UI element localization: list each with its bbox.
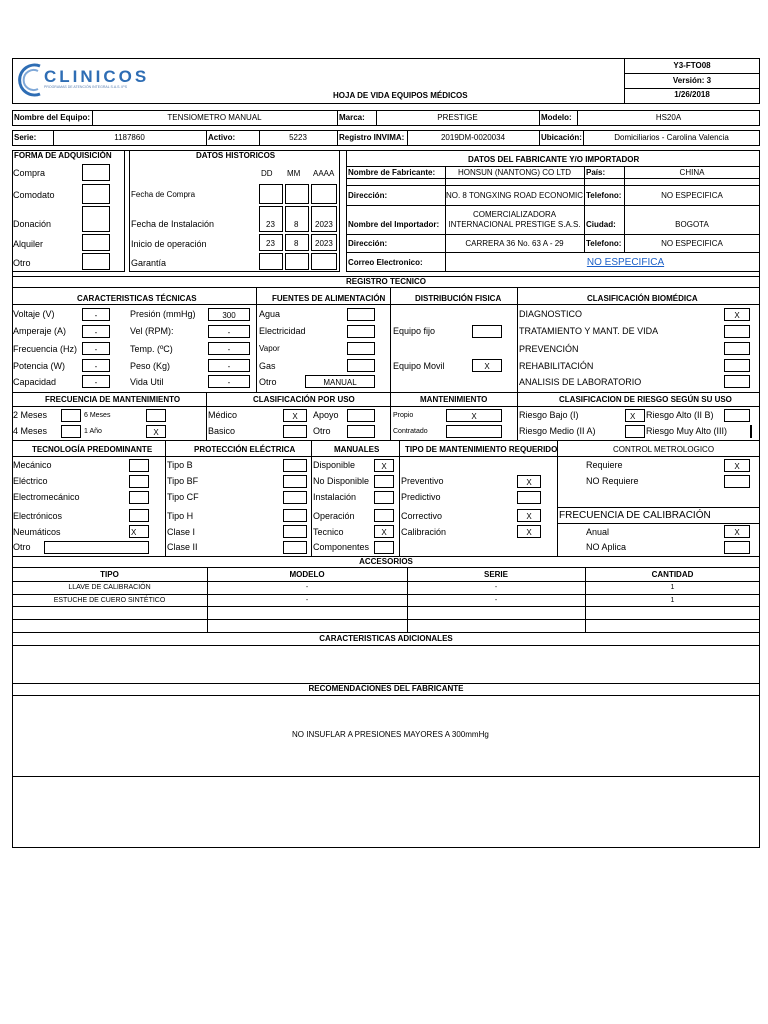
uso-otro-check[interactable] — [347, 425, 375, 438]
tec-voltaje: Voltaje (V) — [13, 309, 55, 319]
hist-mm: MM — [287, 169, 301, 178]
compra-mm[interactable] — [285, 184, 309, 204]
tec-frecuencia: Frecuencia (Hz) — [13, 344, 78, 354]
fab-dir2-label: Dirección: — [348, 239, 388, 248]
ubicacion-value: Domiciliarios - Carolina Valencia — [614, 133, 729, 142]
bio-tratamiento: TRATAMIENTO Y MANT. DE VIDA — [519, 326, 659, 336]
inst-dd[interactable]: 23 — [259, 206, 283, 232]
fuente-vapor: Vapor — [259, 344, 280, 353]
prot-tipocf: Tipo CF — [167, 492, 199, 502]
adq-comodato: Comodato — [13, 190, 55, 200]
prot-clase1-check[interactable] — [283, 525, 307, 538]
met-noaplica-check[interactable] — [724, 541, 750, 554]
form-version: Versión: 3 — [672, 76, 712, 85]
tec-vel: Vel (RPM): — [130, 326, 174, 336]
hist-compra: Fecha de Compra — [131, 190, 196, 199]
ini-mm[interactable]: 8 — [285, 234, 309, 251]
tm-predictivo-check[interactable] — [517, 491, 541, 504]
uso-apoyo: Apoyo — [313, 410, 339, 420]
bio-rehabilitacion: REHABILITACIÓN — [519, 361, 594, 371]
bio-laboratorio-check[interactable] — [724, 375, 750, 388]
tecno-mecanico: Mecánico — [13, 460, 52, 470]
invima-value: 2019DM-0020034 — [440, 133, 506, 142]
fab-pais-label: País: — [586, 168, 606, 177]
tipomant-title: TIPO DE MANTENIMIENTO REQUERIDO — [405, 445, 558, 454]
tec-vel-val[interactable]: - — [208, 325, 250, 338]
uso-apoyo-check[interactable] — [347, 409, 375, 422]
prot-tipob: Tipo B — [167, 460, 193, 470]
man-operacion: Operación — [313, 511, 355, 521]
riesgo-bajo: Riesgo Bajo (I) — [519, 410, 579, 420]
riesgo-title: CLASIFICACION DE RIESGO SEGÚN SU USO — [559, 395, 732, 404]
fm-6meses-check[interactable] — [146, 409, 166, 422]
man-instalacion-check[interactable] — [374, 491, 394, 504]
riesgo-bajo-check[interactable]: X — [625, 409, 645, 422]
prot-clase1: Clase I — [167, 527, 196, 537]
riesgo-alto-check[interactable] — [724, 409, 750, 422]
acc-col-modelo: MODELO — [289, 570, 325, 579]
inst-aaaa[interactable]: 2023 — [311, 206, 337, 232]
met-anual-check[interactable]: X — [724, 525, 750, 538]
man-disponible: Disponible — [313, 460, 356, 470]
company-tagline: PROGRAMAS DE ATENCIÓN INTEGRAL S.A.S. IPS — [44, 85, 128, 89]
fab-nombre-label: Nombre de Fabricante: — [348, 168, 436, 177]
fm-4meses: 4 Meses — [13, 426, 48, 436]
fuente-agua-check[interactable] — [347, 308, 375, 321]
fab-tel-label: Telefono: — [586, 191, 622, 200]
tec-amperaje-val[interactable]: - — [82, 325, 110, 338]
biomedica-title: CLASIFICACIÓN BIOMÉDICA — [587, 294, 698, 303]
bio-diagnostico: DIAGNOSTICO — [519, 309, 583, 319]
tec-peso-val[interactable]: - — [208, 359, 250, 372]
acc-row-1-tipo: LLAVE DE CALIBRACIÓN — [68, 584, 151, 591]
bio-prevencion-check[interactable] — [724, 342, 750, 355]
man-componentes: Componentes — [313, 542, 370, 552]
gar-mm[interactable] — [285, 253, 309, 270]
uso-title: CLASIFICACIÓN POR USO — [253, 395, 355, 404]
hist-inicio: Inicio de operación — [131, 239, 207, 249]
prot-tipobf-check[interactable] — [283, 475, 307, 488]
tecno-neumaticos-check[interactable]: X — [129, 525, 149, 538]
acc-row-2-cantidad: 1 — [670, 597, 675, 604]
met-requiere-check[interactable]: X — [724, 459, 750, 472]
tm-correctivo: Correctivo — [401, 511, 443, 521]
uso-medico: Médico — [208, 410, 238, 420]
fuentes-title: FUENTES DE ALIMENTACIÓN — [272, 294, 386, 303]
hist-instalacion: Fecha de Instalación — [131, 219, 215, 229]
adicionales-title: CARACTERISTICAS ADICIONALES — [319, 634, 453, 643]
fab-imp-label: Nombre del Importador: — [348, 220, 440, 229]
adq-compra: Compra — [13, 168, 46, 178]
tec-amperaje: Amperaje (A) — [13, 326, 67, 336]
modelo-value: HS20A — [655, 113, 682, 122]
tec-presion-val[interactable]: 300 — [208, 308, 250, 321]
fuente-elec-check[interactable] — [347, 325, 375, 338]
prot-tipoh-check[interactable] — [283, 509, 307, 522]
fab-tel2-label: Telefono: — [586, 239, 622, 248]
man-operacion-check[interactable] — [374, 509, 394, 522]
prot-clase2-check[interactable] — [283, 541, 307, 554]
tecno-otro-field[interactable] — [44, 541, 149, 554]
adq-donacion: Donación — [13, 219, 52, 229]
bio-laboratorio: ANALISIS DE LABORATORIO — [519, 377, 642, 387]
bio-prevencion: PREVENCIÓN — [519, 344, 579, 354]
tm-predictivo: Predictivo — [401, 492, 441, 502]
nombre-label: Nombre del Equipo: — [14, 113, 90, 122]
adquisicion-title: FORMA DE ADQUISICIÓN — [14, 151, 112, 160]
tec-potencia-val[interactable]: - — [82, 359, 110, 372]
fab-pais: CHINA — [679, 168, 705, 177]
hist-dd: DD — [261, 169, 273, 178]
man-nodisponible-check[interactable] — [374, 475, 394, 488]
prot-tipob-check[interactable] — [283, 459, 307, 472]
met-noaplica: NO Aplica — [586, 542, 627, 552]
fuente-otro-val[interactable]: MANUAL — [305, 375, 375, 388]
fab-imp-2: INTERNACIONAL PRESTIGE S.A.S. — [448, 220, 581, 229]
prot-tipobf: Tipo BF — [167, 476, 199, 486]
met-requiere: Requiere — [586, 460, 623, 470]
proteccion-title: PROTECCIÓN ELÉCTRICA — [194, 445, 296, 454]
adq-alquiler: Alquiler — [13, 239, 44, 249]
invima-label: Registro INVIMA: — [339, 133, 405, 142]
acc-col-cantidad: CANTIDAD — [651, 570, 694, 579]
gar-aaaa[interactable] — [311, 253, 337, 270]
tecnologia-title: TECNOLOGÍA PREDOMINANTE — [32, 445, 153, 454]
acc-row-2-tipo: ESTUCHE DE CUERO SINTÉTICO — [53, 597, 166, 604]
mant-contratado-check[interactable] — [446, 425, 502, 438]
fabricante-title: DATOS DEL FABRICANTE Y/O IMPORTADOR — [468, 155, 640, 164]
tm-preventivo: Preventivo — [401, 476, 444, 486]
man-tecnico: Tecnico — [313, 527, 344, 537]
distribucion-title: DISTRIBUCIÓN FISICA — [415, 294, 502, 303]
tec-capacidad: Capacidad — [13, 377, 57, 387]
fuente-elec: Electricidad — [259, 326, 306, 336]
fuente-vapor-check[interactable] — [347, 342, 375, 355]
manuales-title: MANUALES — [334, 445, 380, 454]
mant-propio-check[interactable]: X — [446, 409, 502, 422]
prot-tipoh: Tipo H — [167, 511, 194, 521]
adq-donacion-check[interactable] — [82, 206, 110, 232]
met-norequiere-check[interactable] — [724, 475, 750, 488]
tecno-electromecanico: Electromecánico — [13, 492, 80, 502]
fab-ciudad-label: Ciudad: — [586, 220, 616, 229]
registro-title: REGISTRO TECNICO — [345, 277, 426, 286]
acc-row-2-serie: - — [494, 597, 498, 604]
gar-dd[interactable] — [259, 253, 283, 270]
tec-frecuencia-val[interactable]: - — [82, 342, 110, 355]
tec-potencia: Potencia (W) — [13, 361, 66, 371]
fm-1anio: 1 Año — [84, 428, 102, 435]
fuente-gas-check[interactable] — [347, 359, 375, 372]
activo-label: Activo: — [208, 133, 236, 142]
fuente-otro: Otro — [259, 377, 277, 387]
met-frecuencia-title: FRECUENCIA DE CALIBRACIÓN — [559, 510, 711, 521]
tec-temp: Temp. (ºC) — [130, 344, 173, 354]
recomendaciones-title: RECOMENDACIONES DEL FABRICANTE — [308, 684, 464, 693]
met-anual: Anual — [586, 527, 610, 537]
fuente-agua: Agua — [259, 309, 281, 319]
tm-calibracion-check[interactable]: X — [517, 525, 541, 538]
tecno-electrico: Eléctrico — [13, 476, 48, 486]
tec-vida: Vida Util — [130, 377, 164, 387]
marca-value: PRESTIGE — [437, 113, 478, 122]
activo-value: 5223 — [289, 133, 307, 142]
form-date: 1/26/2018 — [674, 90, 710, 99]
tec-presion: Presión (mmHg) — [130, 309, 196, 319]
recomendaciones-text: NO INSUFLAR A PRESIONES MAYORES A 300mmHg — [292, 730, 489, 739]
frecmant-title: FRECUENCIA DE MANTENIMIENTO — [45, 395, 181, 404]
fab-dir2: CARRERA 36 No. 63 A - 29 — [465, 239, 564, 248]
fab-dir: NO. 8 TONGXING ROAD ECONOMIC — [445, 191, 584, 200]
fab-ciudad: BOGOTA — [675, 220, 709, 229]
fab-nombre: HONSUN (NANTONG) CO LTD — [457, 168, 572, 177]
fm-6meses: 6 Meses — [84, 412, 111, 419]
mant-propio: Propio — [393, 412, 414, 419]
riesgo-muyalto: Riesgo Muy Alto (III) — [646, 427, 728, 436]
nombre-value: TENSIOMETRO MANUAL — [167, 113, 262, 122]
riesgo-alto: Riesgo Alto (II B) — [646, 410, 714, 420]
dist-movil: Equipo Movil — [393, 361, 445, 371]
tecno-neumaticos: Neumáticos — [13, 527, 61, 537]
tec-peso: Peso (Kg) — [130, 361, 171, 371]
acc-row-1-serie: - — [494, 584, 498, 591]
fm-2meses: 2 Meses — [13, 410, 48, 420]
accesorios-title: ACCESORIOS — [359, 557, 413, 566]
uso-medico-check[interactable]: X — [283, 409, 307, 422]
fm-4meses-check[interactable] — [61, 425, 81, 438]
man-tecnico-check[interactable]: X — [374, 525, 394, 538]
tecno-mecanico-check[interactable] — [129, 459, 149, 472]
historicos-title: DATOS HISTORICOS — [196, 151, 276, 160]
ini-aaaa[interactable]: 2023 — [311, 234, 337, 251]
tecno-electronicos-check[interactable] — [129, 509, 149, 522]
prot-tipocf-check[interactable] — [283, 491, 307, 504]
adq-otro-check[interactable] — [82, 253, 110, 270]
uso-basico-check[interactable] — [283, 425, 307, 438]
acc-row-1-modelo: - — [305, 584, 309, 591]
acc-row-2-modelo: - — [305, 597, 309, 604]
fab-correo-link[interactable]: NO ESPECIFICA — [586, 257, 665, 268]
fab-dir-label: Dirección: — [348, 191, 388, 200]
tecno-electronicos: Electrónicos — [13, 511, 63, 521]
prot-clase2: Clase II — [167, 542, 198, 552]
bio-rehabilitacion-check[interactable] — [724, 359, 750, 372]
dist-fijo-check[interactable] — [472, 325, 502, 338]
fuente-gas: Gas — [259, 361, 276, 371]
inst-mm[interactable]: 8 — [285, 206, 309, 232]
tec-voltaje-val[interactable]: - — [82, 308, 110, 321]
acc-row-1-cantidad: 1 — [670, 584, 675, 591]
dist-movil-check[interactable]: X — [472, 359, 502, 372]
mant-contratado: Contratado — [393, 428, 428, 435]
adq-otro: Otro — [13, 258, 31, 268]
form-code: Y3-FTO08 — [673, 61, 711, 70]
compra-aaaa[interactable] — [311, 184, 337, 204]
fab-imp-1: COMERCIALIZADORA — [472, 210, 557, 219]
riesgo-muyalto-check[interactable] — [750, 425, 752, 438]
man-disponible-check[interactable]: X — [374, 459, 394, 472]
ubicacion-label: Ubicación: — [541, 133, 582, 142]
company-logo — [16, 60, 150, 100]
company-name: CLINICOS — [44, 67, 150, 86]
serie-value: 1187860 — [114, 133, 145, 142]
tecno-electrico-check[interactable] — [129, 475, 149, 488]
metrologico-title: CONTROL METROLOGICO — [613, 445, 715, 454]
man-nodisponible: No Disponible — [313, 476, 370, 486]
riesgo-medio-check[interactable] — [625, 425, 645, 438]
fab-tel2: NO ESPECIFICA — [661, 239, 723, 248]
tm-preventivo-check[interactable]: X — [517, 475, 541, 488]
fm-1anio-check[interactable]: X — [146, 425, 166, 438]
bio-diagnostico-check[interactable]: X — [724, 308, 750, 321]
hist-garantia: Garantía — [131, 258, 167, 268]
riesgo-medio: Riesgo Medio (II A) — [519, 426, 596, 436]
dist-fijo: Equipo fijo — [393, 326, 436, 336]
marca-label: Marca: — [339, 113, 365, 122]
uso-otro: Otro — [313, 426, 331, 436]
hist-aaaa: AAAA — [313, 169, 335, 178]
fab-correo-label: Correo Electronico: — [348, 258, 423, 267]
man-instalacion: Instalación — [313, 492, 357, 502]
man-componentes-check[interactable] — [374, 541, 394, 554]
met-norequiere: NO Requiere — [586, 476, 639, 486]
adq-alquiler-check[interactable] — [82, 234, 110, 251]
tm-correctivo-check[interactable]: X — [517, 509, 541, 522]
modelo-label: Modelo: — [541, 113, 572, 122]
tecno-otro: Otro — [13, 542, 31, 552]
bio-tratamiento-check[interactable] — [724, 325, 750, 338]
fab-tel: NO ESPECIFICA — [661, 191, 723, 200]
adq-compra-check[interactable] — [82, 164, 110, 181]
mant-title: MANTENIMIENTO — [420, 395, 488, 404]
tecno-electromecanico-check[interactable] — [129, 491, 149, 504]
serie-label: Serie: — [14, 133, 37, 142]
ini-dd[interactable]: 23 — [259, 234, 283, 251]
tec-capacidad-val[interactable]: - — [82, 375, 110, 388]
fm-2meses-check[interactable] — [61, 409, 81, 422]
compra-dd[interactable] — [259, 184, 283, 204]
acc-col-tipo: TIPO — [100, 570, 119, 579]
tecnicas-title: CARACTERISTICAS TÉCNICAS — [77, 294, 197, 303]
tec-vida-val[interactable]: - — [208, 375, 250, 388]
tec-temp-val[interactable]: - — [208, 342, 250, 355]
adq-comodato-check[interactable] — [82, 184, 110, 204]
tm-calibracion: Calibración — [401, 527, 447, 537]
page-title: HOJA DE VIDA EQUIPOS MÉDICOS — [333, 91, 468, 100]
uso-basico: Basico — [208, 426, 236, 436]
acc-col-serie: SERIE — [483, 570, 508, 579]
